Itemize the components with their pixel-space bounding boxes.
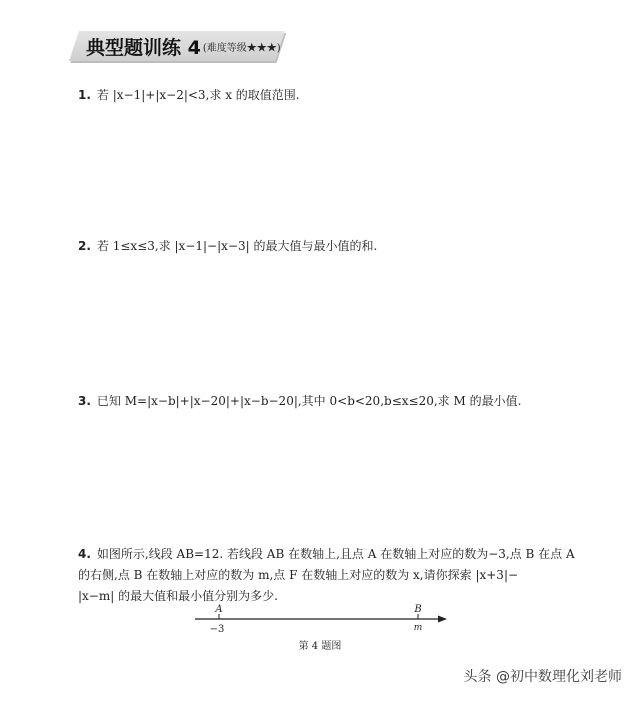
watermark: 头条 @初中数理化刘老师 bbox=[463, 669, 622, 685]
problem-text-line-2: 的右侧,点 B 在数轴上对应的数为 m,点 F 在数轴上对应的数为 x,请你探索 |x+3|− bbox=[78, 568, 519, 582]
number-line-figure bbox=[195, 602, 447, 636]
problem-text-line-3: |x−m| 的最大值和最小值分别为多少. bbox=[78, 589, 278, 603]
problem-number: 4. bbox=[78, 547, 91, 561]
problem-number: 3. bbox=[78, 394, 91, 408]
problem-4 bbox=[78, 544, 578, 607]
number-line-arrow bbox=[438, 616, 447, 623]
section-title: 典型题训练 4 bbox=[86, 36, 201, 59]
problem-3 bbox=[78, 391, 521, 412]
problem-text: 已知 M=|x−b|+|x−20|+|x−b−20|,其中 0<b<20,b≤x≤20,求 M 的最小值. bbox=[96, 394, 522, 408]
point-b-value: m bbox=[413, 623, 423, 633]
point-b-label: B bbox=[414, 604, 422, 615]
problem-1 bbox=[78, 85, 300, 106]
figure-caption: 第 4 题图 bbox=[298, 641, 342, 652]
problem-text: 若 |x−1|+|x−2|<3,求 x 的取值范围. bbox=[96, 88, 300, 102]
difficulty-rating: (难度等级★★★) bbox=[202, 42, 281, 54]
problem-number: 2. bbox=[78, 239, 91, 253]
point-a-label: A bbox=[215, 604, 223, 615]
problem-text-line-1: 4. 如图所示,线段 AB=12. 若线段 AB 在数轴上,且点 A 在数轴上对应的数为−3,点 B 在点 A bbox=[78, 547, 575, 561]
point-a-value: −3 bbox=[209, 624, 225, 635]
title-banner bbox=[86, 33, 281, 59]
problem-number: 1. bbox=[78, 88, 91, 102]
problem-2 bbox=[78, 236, 377, 257]
problem-text: 若 1≤x≤3,求 |x−1|−|x−3| 的最大值与最小值的和. bbox=[96, 239, 378, 253]
